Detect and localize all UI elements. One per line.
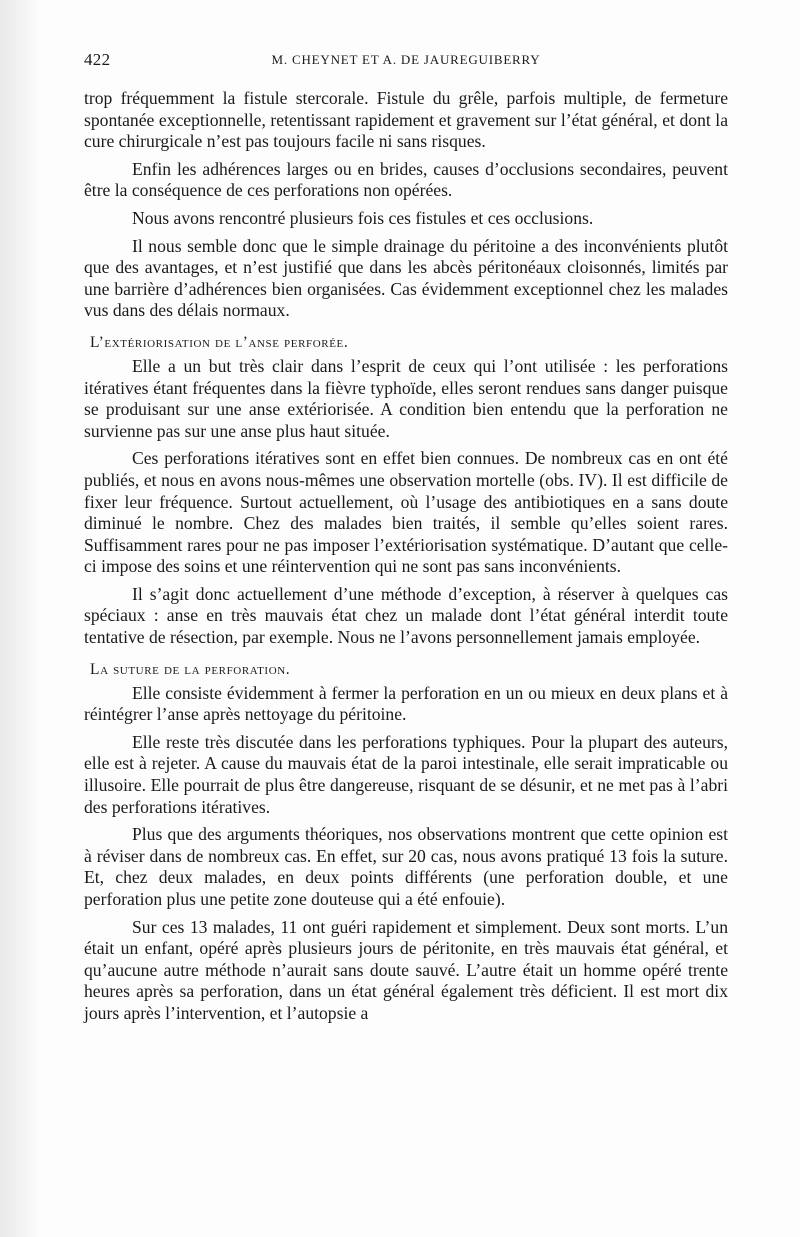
paragraph: Ces perforations itératives sont en effet bien connues. De nombreux cas en ont été publiés, et nous en avons nous-mêmes une observation mortelle (obs. IV). Il est difficile de fixer leur fréquence. Surtout actuellement, où l’usage des antibiotiques en a sans doute diminué le nombre. Chez des malades bien traités, il semble qu’elles soient rares. Suffisamment rares pour ne pas imposer l’extériorisation systématique. D’autant que celle-ci impose des soins et une réintervention qui ne sont pas sans inconvénients. [84,448,728,577]
document-page [84,50,728,1031]
paragraph: Elle a un but très clair dans l’esprit de ceux qui l’ont utilisée : les perforations itératives étant fréquentes dans la fièvre typhoïde, elles seront rendues sans danger puisque se produisant sur une anse extériorisée. A condition bien entendu que la perforation ne survienne pas sur une anse plus haut située. [84,355,728,441]
paragraph: Plus que des arguments théoriques, nos observations montrent que cette opinion est à réviser dans de nombreux cas. En effet, sur 20 cas, nous avons pratiqué 13 fois la suture. Et, chez deux malades, en deux points différents (une perforation double, et une perforation plus une petite zone douteuse qui a été enfouie). [84,824,728,909]
paragraph: trop fréquemment la fistule stercorale. Fistule du grêle, parfois multiple, de fermeture spontanée exceptionnelle, retentissant rapidement et gravement sur l’état général, et dont la cure chirurgicale n’est pas toujours facile ni sans risques. [84,88,728,152]
paragraph: Elle consiste évidemment à fermer la perforation en un ou mieux en deux plans et à réintégrer l’anse après nettoyage du péritoine. [84,682,728,725]
paragraph: Il s’agit donc actuellement d’une méthode d’exception, à réserver à quelques cas spéciaux : anse en très mauvais état chez un malade dont l’état général interdit toute tentative de résection, par exemple. Nous ne l’avons personnellement jamais employée. [84,583,728,648]
section-heading-exteriorisation: L’extériorisation de l’anse perforée. [90,333,349,351]
scan-edge-shadow [0,0,40,1237]
paragraph: Sur ces 13 malades, 11 ont guéri rapidement et simplement. Deux sont morts. L’un était un enfant, opéré après plusieurs jours de péritonite, en très mauvais état général, et qu’aucune autre méthode n’aurait sans doute sauvé. L’autre était un homme opéré trente heures après sa perforation, dans un état général également très déficient. Il est mort dix jours après l’intervention, et l’autopsie a [84,916,728,1023]
document-body [84,88,728,1025]
paragraph: Elle reste très discutée dans les perforations typhiques. Pour la plupart des auteurs, elle est à rejeter. A cause du mauvais état de la paroi intestinale, elle serait impraticable ou illusoire. Elle pourrait de plus être dangereuse, risquant de se désunir, et ne met pas à l’abri des perforations itératives. [84,731,728,817]
paragraph: Il nous semble donc que le simple drainage du péritoine a des inconvénients plutôt que des avantages, et n’est justifié que dans les abcès péritonéaux cloisonnés, limités par une barrière d’adhérences bien organisées. Cas évidemment exceptionnel chez les malades vus dans des délais normaux. [84,235,728,321]
page-number: 422 [84,50,111,69]
section-heading-suture: La suture de la perforation. [90,660,291,678]
paragraph: Nous avons rencontré plusieurs fois ces fistules et ces occlusions. [132,207,594,228]
paragraph: Enfin les adhérences larges ou en brides, causes d’occlusions secondaires, peuvent être la conséquence de ces perforations non opérées. [84,158,728,201]
running-header [84,50,728,72]
header-authors: M. CHEYNET ET A. DE JAUREGUIBERRY [271,52,541,67]
